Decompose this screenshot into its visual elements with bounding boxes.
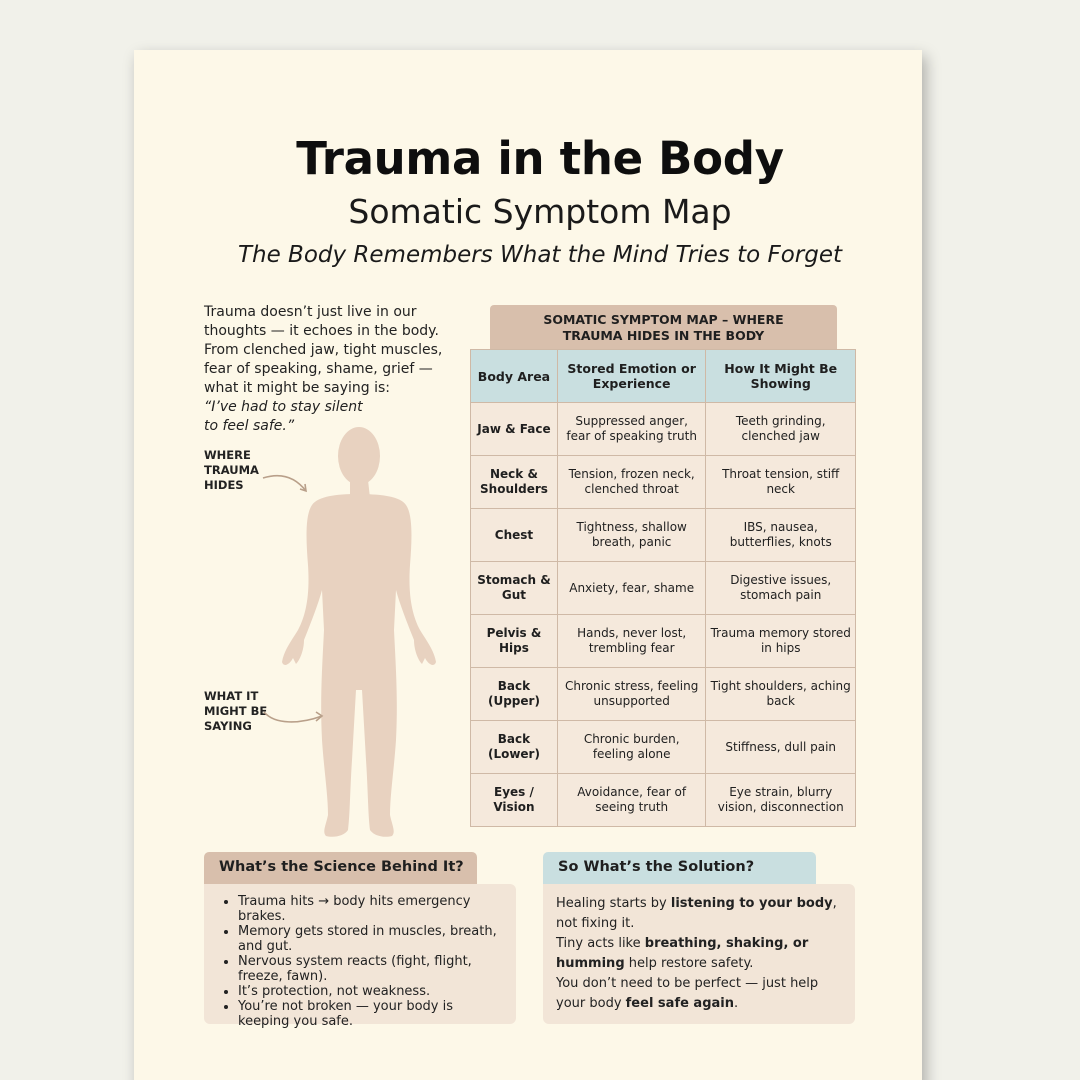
- solution-heading: So What’s the Solution?: [543, 852, 816, 886]
- table-row: [471, 403, 856, 456]
- row-showing: Teeth grinding, clenched jaw: [706, 403, 856, 456]
- table-row: [471, 562, 856, 615]
- symptom-table: [470, 349, 856, 827]
- solution-paragraph-1: [556, 894, 847, 934]
- table-title-line1: SOMATIC SYMPTOM MAP – WHERE: [543, 312, 784, 327]
- row-area: Chest: [471, 509, 558, 562]
- table-row: [471, 456, 856, 509]
- list-item: • You’re not broken — your body is keeping you safe.: [238, 999, 508, 1029]
- header-body-area: Body Area: [471, 350, 558, 403]
- row-showing: Digestive issues, stomach pain: [706, 562, 856, 615]
- row-showing: Throat tension, stiff neck: [706, 456, 856, 509]
- row-area: Back (Lower): [471, 721, 558, 774]
- table-header-row: [471, 350, 856, 403]
- row-area: Eyes / Vision: [471, 774, 558, 827]
- table-title: [490, 305, 837, 350]
- solution-panel: [543, 884, 855, 1024]
- row-emotion: Suppressed anger, fear of speaking truth: [557, 403, 706, 456]
- header-how-showing: How It Might Be Showing: [706, 350, 856, 403]
- row-emotion: Tightness, shallow breath, panic: [557, 509, 706, 562]
- row-emotion: Chronic burden, feeling alone: [557, 721, 706, 774]
- row-showing: Eye strain, blurry vision, disconnection: [706, 774, 856, 827]
- row-area: Neck & Shoulders: [471, 456, 558, 509]
- row-showing: Tight shoulders, aching back: [706, 668, 856, 721]
- solution-emphasis: listening to your body: [670, 896, 833, 911]
- page-tagline: The Body Remembers What the Mind Tries to Forget: [237, 242, 843, 268]
- solution-paragraph-3: [556, 974, 847, 1014]
- solution-emphasis: breathing, shaking, or humming: [556, 936, 809, 971]
- intro-text: Trauma doesn’t just live in our thoughts — it echoes in the body. From clenched jaw, tight muscles, fear of speaking, shame, grief — what it might be saying is:: [204, 304, 443, 396]
- row-emotion: Hands, never lost, trembling fear: [557, 615, 706, 668]
- row-area: Jaw & Face: [471, 403, 558, 456]
- row-emotion: Avoidance, fear of seeing truth: [557, 774, 706, 827]
- where-trauma-hides-label: WHERE TRAUMA HIDES: [204, 448, 259, 492]
- table-row: [471, 721, 856, 774]
- list-item: • Trauma hits → body hits emergency brakes.: [238, 894, 508, 924]
- row-emotion: Anxiety, fear, shame: [557, 562, 706, 615]
- table-row: [471, 615, 856, 668]
- science-heading: What’s the Science Behind It?: [204, 852, 477, 886]
- science-list: [218, 894, 508, 1029]
- intro-paragraph: [204, 303, 444, 436]
- page-subtitle: Somatic Symptom Map: [348, 192, 732, 231]
- list-item: • It’s protection, not weakness.: [238, 984, 508, 999]
- what-it-might-be-saying-label: WHAT IT MIGHT BE SAYING: [204, 689, 268, 733]
- solution-text: You don’t need to be perfect — just help your body: [556, 976, 819, 1011]
- row-area: Back (Upper): [471, 668, 558, 721]
- table-row: [471, 509, 856, 562]
- row-showing: Trauma memory stored in hips: [706, 615, 856, 668]
- list-item: • Nervous system reacts (fight, flight, freeze, fawn).: [238, 954, 508, 984]
- row-emotion: Tension, frozen neck, clenched throat: [557, 456, 706, 509]
- list-item: • Memory gets stored in muscles, breath, and gut.: [238, 924, 508, 954]
- row-showing: Stiffness, dull pain: [706, 721, 856, 774]
- table-title-line2: TRAUMA HIDES IN THE BODY: [562, 328, 765, 343]
- table-row: [471, 668, 856, 721]
- solution-text: Healing starts by: [556, 896, 671, 911]
- intro-quote: “I’ve had to stay silent to feel safe.”: [204, 399, 363, 434]
- row-area: Stomach & Gut: [471, 562, 558, 615]
- solution-text: help restore safety.: [624, 956, 754, 971]
- row-emotion: Chronic stress, feeling unsupported: [557, 668, 706, 721]
- header-stored-emotion: Stored Emotion or Experience: [557, 350, 706, 403]
- solution-text: .: [734, 996, 739, 1011]
- solution-paragraph-2: [556, 934, 847, 974]
- table-row: [471, 774, 856, 827]
- solution-emphasis: feel safe again: [625, 996, 734, 1011]
- science-panel: [204, 884, 516, 1029]
- solution-text: , not fixing it.: [556, 896, 837, 931]
- solution-text: Tiny acts like: [556, 936, 645, 951]
- row-area: Pelvis & Hips: [471, 615, 558, 668]
- page-title: Trauma in the Body: [296, 132, 784, 185]
- row-showing: IBS, nausea, butterflies, knots: [706, 509, 856, 562]
